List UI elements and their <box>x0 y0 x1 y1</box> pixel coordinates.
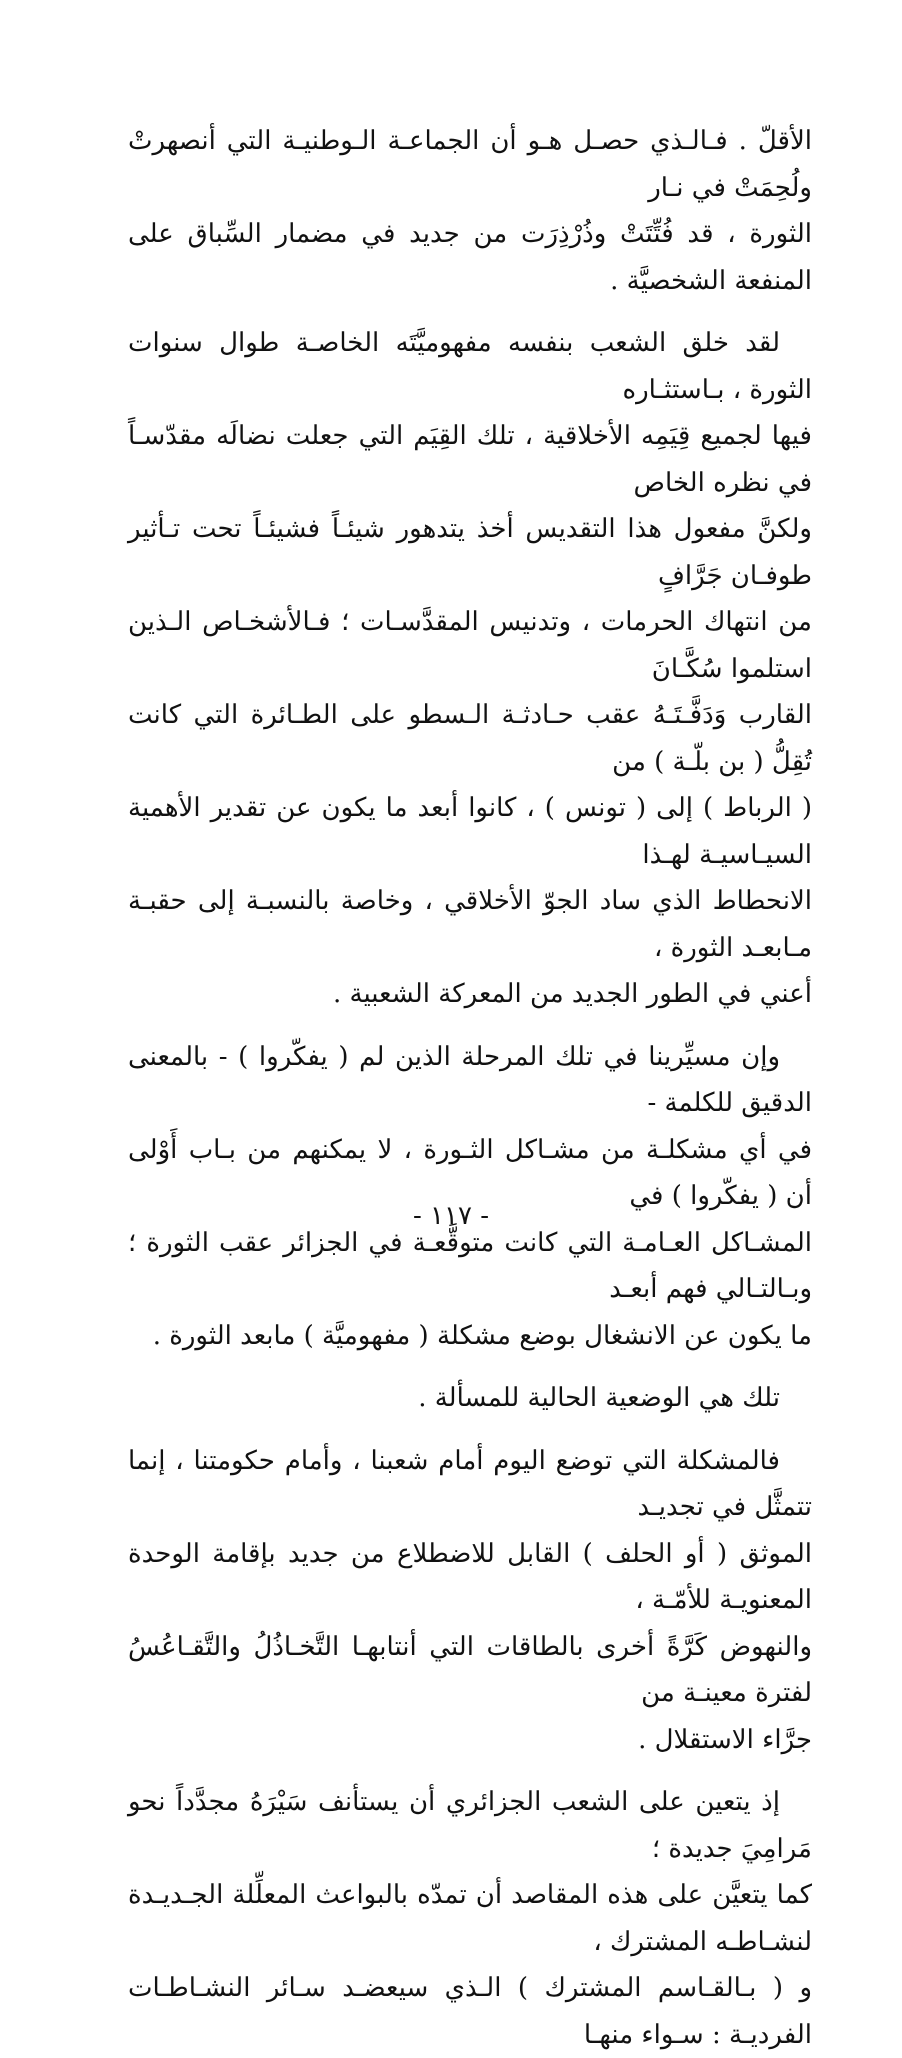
text-line: القارب وَدَفَّـتَـهُ عقب حـادثـة الـسطو على الطـائرة التي كانت تُقِلُّ ( بن بلّـة ) من <box>128 700 812 777</box>
paragraph <box>128 320 812 1018</box>
paragraph <box>128 1779 812 2058</box>
text-line: والنهوض كَرَّةً أخرى بالطاقات التي أنتابهـا التَّخـاذُلُ والتَّقـاعُسُ لفترة معينـة من <box>128 1631 812 1708</box>
text-line: الانحطاط الذي ساد الجوّ الأخلاقي ، وخاصة بالنسبـة إلى حقبـة مـابعـد الثورة ، <box>128 886 812 963</box>
text-line: كما يتعيَّن على هذه المقاصد أن تمدّه بالبواعث المعلِّلة الجـديـدة لنشـاطـه المشترك ، <box>128 1880 812 1957</box>
paragraph <box>128 118 812 304</box>
text-line: من انتهاك الحرمات ، وتدنيس المقدَّسـات ؛ فـالأشخـاص الـذين استلموا سُكَّـانَ <box>128 607 812 684</box>
text-line: في أي مشكلـة من مشـاكل الثـورة ، لا يمكنهم من بـاب أَوْلى أن ( يفكّروا ) في <box>128 1134 812 1211</box>
text-line: الموثق ( أو الحلف ) القابل للاضطلاع من جديد بإقامة الوحدة المعنويـة للأمّـة ، <box>128 1538 812 1615</box>
text-line: المشـاكل العـامـة التي كانت متوقَّعـة في الجزائر عقب الثورة ؛ وبـالتـالي فهم أبعـد <box>128 1227 812 1304</box>
text-line: ما يكون عن الانشغال بوضع مشكلة ( مفهوميَّة ) مابعد الثورة . <box>152 1320 812 1351</box>
text-line: جرَّاء الاستقلال . <box>638 1724 812 1755</box>
text-line: ( الرباط ) إلى ( تونس ) ، كانوا أبعد ما يكون عن تقدير الأهمية السيـاسيـة لهـذا <box>128 793 812 870</box>
body-text <box>128 118 812 2058</box>
text-line: لقد خلق الشعب بنفسه مفهوميَّتَه الخاصـة طوال سنوات الثورة ، بـاستثـاره <box>128 328 812 405</box>
text-line: فالمشكلة التي توضع اليوم أمام شعبنا ، وأمام حكومتنا ، إنما تتمثَّل في تجديـد <box>128 1445 812 1522</box>
text-line: الثورة ، قد فُتِّتَتْ وذُرْذِرَت من جديد في مضمار السِّباق على المنفعة الشخصيَّة . <box>128 219 812 296</box>
text-line: أعني في الطور الجديد من المعركة الشعبية . <box>332 979 812 1009</box>
text-line: ولكنَّ مفعول هذا التقديس أخذ يتدهور شيئـاً فشيئـاً تحت تـأثير طوفـان جَرَّافٍ <box>128 514 812 591</box>
paragraph <box>128 1438 812 1764</box>
text-line: إذ يتعين على الشعب الجزائري أن يستأنف سَيْرَهُ مجدَّداً نحو مَرامِيَ جديدة ؛ <box>128 1787 812 1864</box>
text-line: تلك هي الوضعية الحالية للمسألة . <box>418 1383 780 1413</box>
text-line: و ( بـالقـاسم المشترك ) الـذي سيعضـد سـائر النشـاطـات الفرديـة : سـواء منهـا <box>128 1973 812 2050</box>
text-line: وإن مسيِّرينا في تلك المرحلة الذين لم ( يفكّروا ) - بالمعنى الدقيق للكلمة - <box>128 1041 812 1118</box>
text-line: فيها لجميع قِيَمِه الأخلاقية ، تلك القِيَم التي جعلت نضالَه مقدّسـاً في نظره الخاص <box>128 421 812 498</box>
page-number: - ١١٧ - <box>412 1201 490 1231</box>
text-line: الأقلّ . فـالـذي حصـل هـو أن الجماعـة الـوطنيـة التي أنصهرتْ ولُحِمَتْ في نـار <box>128 126 812 203</box>
